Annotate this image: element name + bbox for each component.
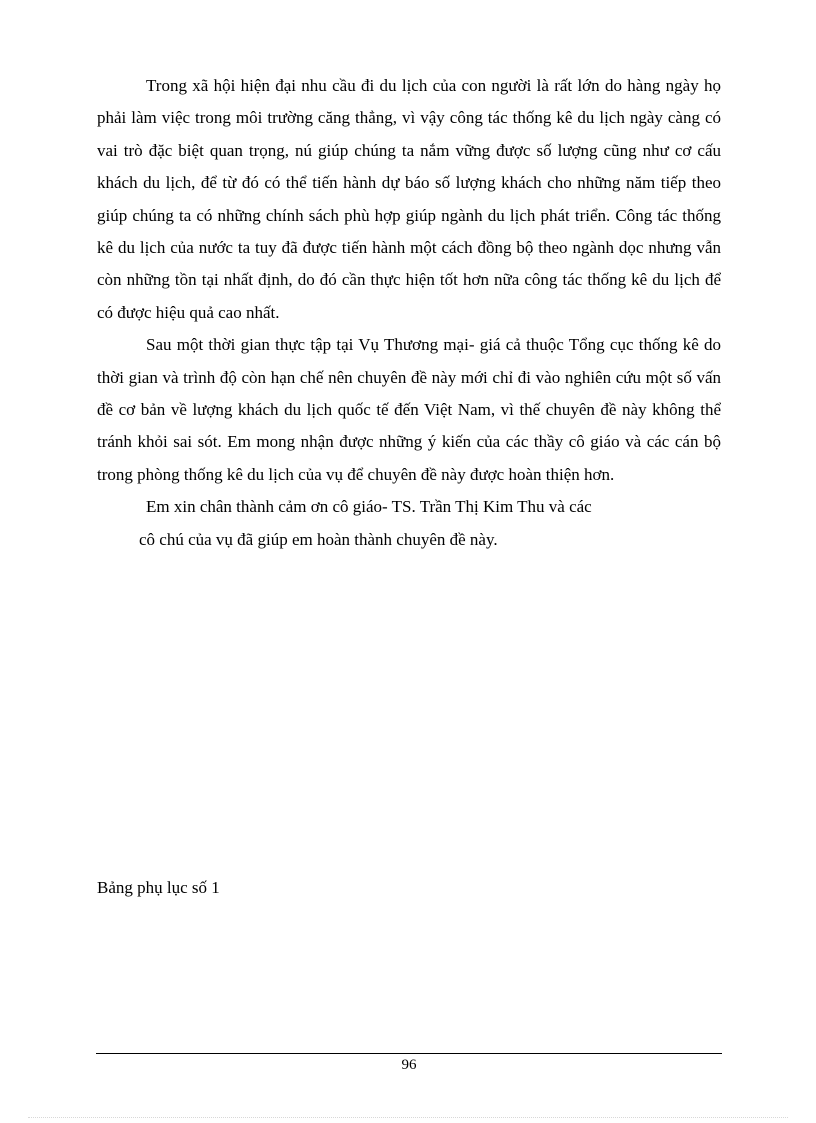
paragraph-thanks-continued: cô chú của vụ đã giúp em hoàn thành chuyên đề này.: [139, 529, 498, 549]
paragraph-tourism-statistics: Trong xã hội hiện đại nhu cầu đi du lịch của con người là rất lớn do hàng ngày họ phải làm việc trong môi trường căng thẳng, vì vậy công tác thống kê du lịch ngày càng có vai trò đặc biệt quan trọng, nú giúp chúng ta nắm vững được số lượng cũng như cơ cấu khách du lịch, để từ đó có thể tiến hành dự báo số lượng khách cho những năm tiếp theo giúp chúng ta có những chính sách phù hợp giúp ngành du lịch phát triển. Công tác thống kê du lịch của nước ta tuy đã được tiến hành một cách đồng bộ theo ngành dọc nhưng vẫn còn những tồn tại nhất định, do đó cần thực hiện tốt hơn nữa công tác thống kê du lịch để có được hiệu quả cao nhất.: [97, 76, 721, 322]
appendix-heading: Bảng phụ lục số 1: [97, 878, 220, 897]
document-body: [97, 70, 721, 556]
paragraph-thanks: Em xin chân thành cảm ơn cô giáo- TS. Trần Thị Kim Thu và các: [146, 497, 592, 517]
page-bottom-edge: [28, 1117, 788, 1118]
page-number: 96: [401, 1057, 417, 1073]
paragraph-internship: Sau một thời gian thực tập tại Vụ Thương mại- giá cả thuộc Tổng cục thống kê do thời gian và trình độ còn hạn chế nên chuyên đề này mới chỉ đi vào nghiên cứu một số vấn đề cơ bản về lượng khách du lịch quốc tế đến Việt Nam, vì thế chuyên đề này không thể tránh khỏi sai sót. Em mong nhận được những ý kiến của các thầy cô giáo và các cán bộ trong phòng thống kê du lịch của vụ để chuyên đề này được hoàn thiện hơn.: [97, 335, 721, 484]
